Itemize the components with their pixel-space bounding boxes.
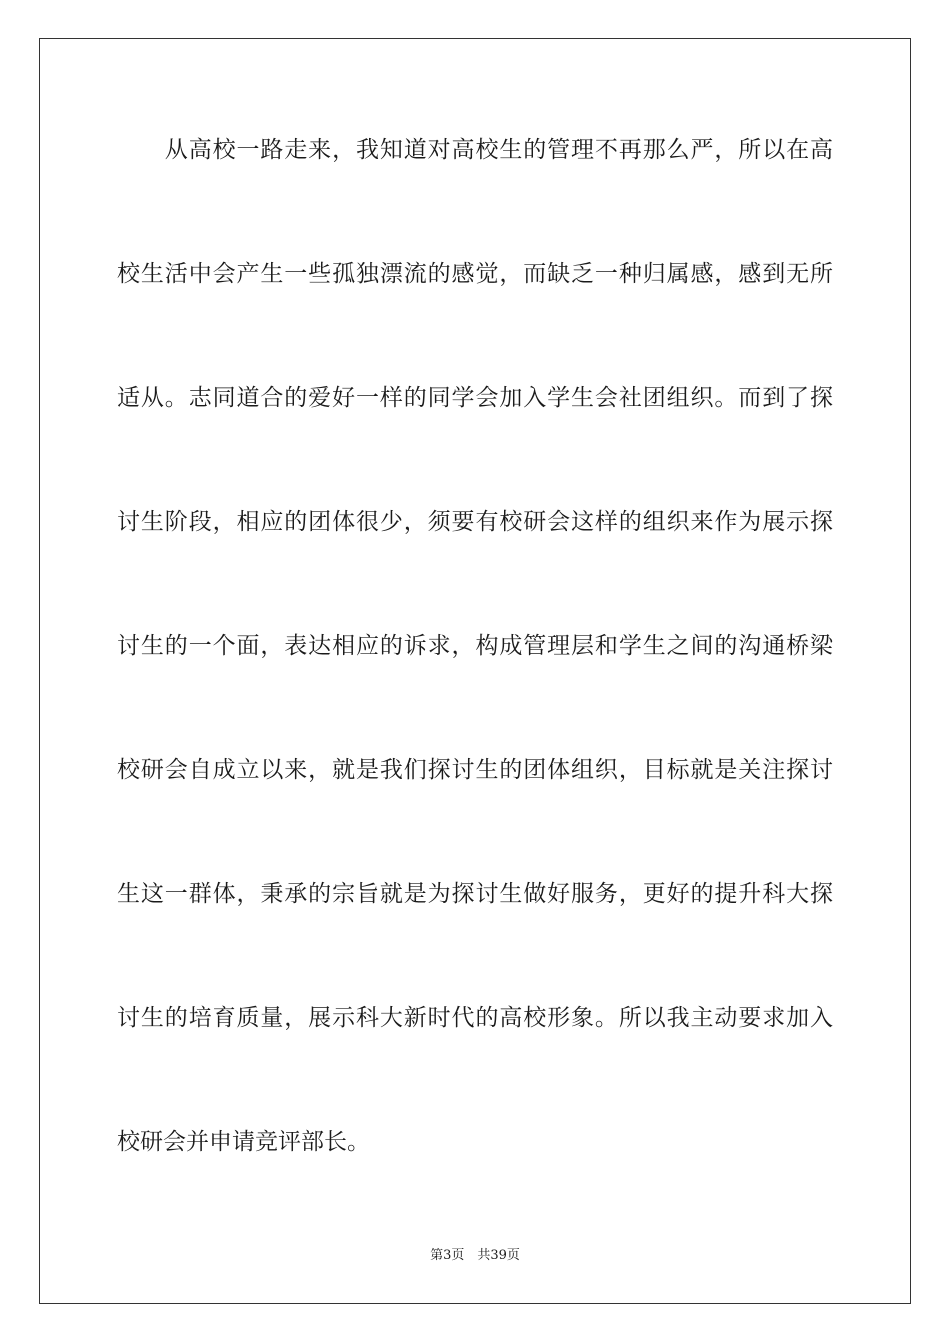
body-text-line-8: 讨生的培育质量，展示科大新时代的高校形象。所以我主动要求加入 (117, 1005, 833, 1031)
body-text-line-5: 讨生的一个面，表达相应的诉求，构成管理层和学生之间的沟通桥梁 (117, 633, 833, 659)
body-text-line-6: 校研会自成立以来，就是我们探讨生的团体组织，目标就是关注探讨 (117, 757, 833, 783)
body-text-line-1: 从高校一路走来，我知道对高校生的管理不再那么严，所以在高 (117, 137, 833, 163)
page-number-footer: 第3页 共39页 (430, 1248, 520, 1263)
body-text-line-9: 校研会并申请竞评部长。 (117, 1129, 370, 1155)
body-text-line-3: 适从。志同道合的爱好一样的同学会加入学生会社团组织。而到了探 (117, 385, 833, 411)
body-text-line-2: 校生活中会产生一些孤独漂流的感觉，而缺乏一种归属感，感到无所 (117, 261, 833, 287)
body-text-line-7: 生这一群体，秉承的宗旨就是为探讨生做好服务，更好的提升科大探 (117, 881, 833, 907)
body-text-line-4: 讨生阶段，相应的团体很少，须要有校研会这样的组织来作为展示探 (117, 509, 833, 535)
page-border (39, 38, 911, 1304)
